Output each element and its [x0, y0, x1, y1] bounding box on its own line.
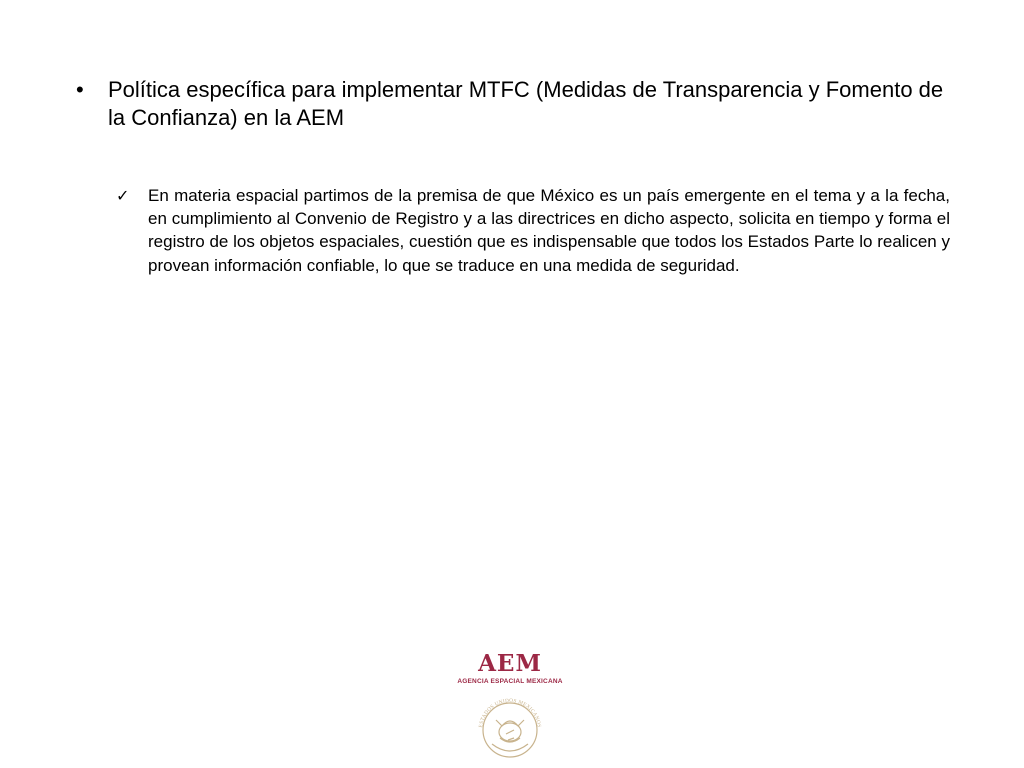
bullet-heading: Política específica para implementar MTFC (Medidas de Transparencia y Fomento de la Confianza) en la AEM — [108, 77, 944, 130]
logo-subtitle: AGENCIA ESPACIAL MEXICANA — [457, 678, 563, 685]
seal-legend: ESTADOS UNIDOS MEXICANOS — [478, 697, 542, 729]
check-icon: ✓ — [116, 186, 130, 205]
national-seal-icon — [472, 690, 548, 760]
bullet-icon: • — [76, 77, 84, 102]
logo-title: AEM — [478, 650, 542, 677]
check-item — [116, 184, 952, 277]
aem-logo — [440, 650, 580, 762]
check-paragraph: En materia espacial partimos de la premisa de que México es un país emergente en el tema y a la fecha, en cumplimiento al Convenio de Registro y a las directrices en dicho aspecto, solicita en tiempo y forma el registro de los objetos espaciales, cuestión que es indispensable que todos los Estados Parte lo realicen y provean información confiable, lo que se traduce en una medida de seguridad. — [148, 186, 950, 275]
bullet-item — [76, 76, 956, 132]
